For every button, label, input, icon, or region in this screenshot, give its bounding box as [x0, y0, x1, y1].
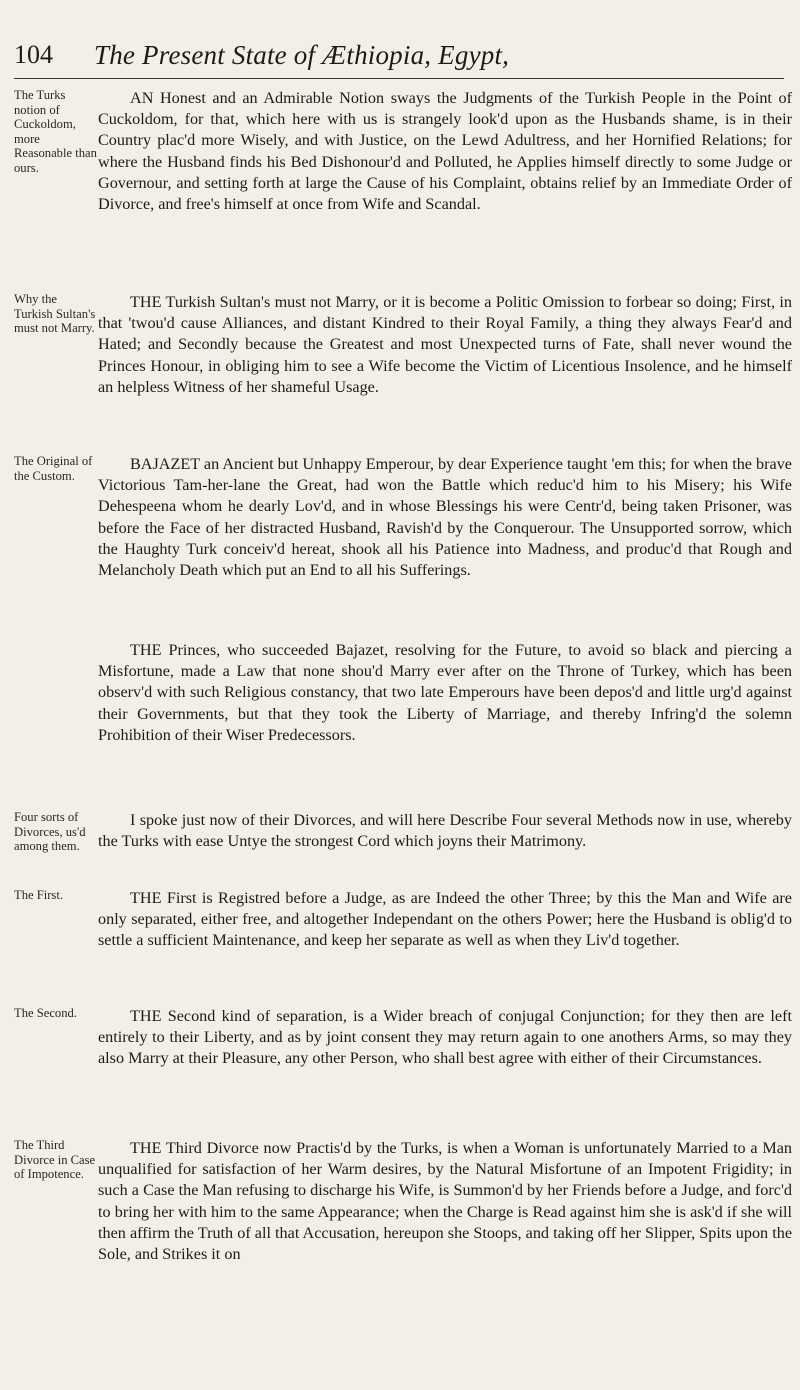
paragraph-text: THE First is Registred before a Judge, as are Indeed the other Three; by this the Man and Wife are only separated, either free, and altogether Independant on the others Power; here the Husband is oblig'd to settle a sufficient Maintenance, and keep her separate as well as when they Liv'd together.	[98, 889, 792, 950]
margin-note: Four sorts of Divorces, us'd among them.	[14, 810, 86, 853]
margin-note: Why the Turkish Sultan's must not Marry.	[14, 292, 96, 335]
margin-note: The Original of the Custom.	[14, 454, 93, 483]
page-header	[14, 38, 784, 79]
paragraph-text: THE Turkish Sultan's must not Marry, or it is become a Politic Omission to forbear so doing; First, in that 'twou'd cause Alliances, and distant Kindred to their Royal Family, a thing they always Fear'd and Hated; and Secondly because the Greatest and most Unexpected turns of Fate, shall never wound the Princes Honour, in obliging him to see a Wife become the Victim of Licentious Insolence, and he himself an helpless Witness of her shameful Usage.	[98, 293, 792, 396]
page-number: 104	[14, 40, 53, 69]
margin-note: The Turks notion of Cuckoldom, more Reasonable than ours.	[14, 88, 97, 175]
paragraph-text: THE Princes, who succeeded Bajazet, resolving for the Future, to avoid so black and piercing a Misfortune, made a Law that none shou'd Marry ever after on the Throne of Turkey, which has been observ'd with such Religious constancy, that two late Emperours have been depos'd and little urg'd against their Governments, but that they took the Liberty of Marriage, and thereby Infring'd the solemn Prohibition of their Wiser Predecessors.	[98, 641, 792, 744]
paragraph-text: THE Third Divorce now Practis'd by the Turks, is when a Woman is unfortunately Married to a Man unqualified for satisfaction of her Warm desires, by the Natural Misfortune of an Impotent Frigidity; in such a Case the Man refusing to discharge his Wife, is Summon'd by her Friends before a Judge, and forc'd to bring her with him to the same Appearance; when the Charge is Read against him she is ask'd if she will then affirm the Truth of all that Accusation, hereupon she Stoops, and taking off her Slipper, Spits upon the Sole, and Strikes it on	[98, 1139, 792, 1264]
paragraph-text: AN Honest and an Admirable Notion sways the Judgments of the Turkish People in the Point of Cuckoldom, for that, which here with us is strangely look'd upon as the Husbands shame, is in their Country plac'd more Wisely, and with Justice, on the Lewd Adultress, and her Hornified Relations; for where the Husband finds his Bed Dishonour'd and Polluted, he Applies himself directly to some Judge or Governour, and setting forth at large the Cause of his Complaint, obtains relief by an Immediate Order of Divorce, and free's himself at once from Wife and Scandal.	[98, 89, 792, 214]
margin-note: The Second.	[14, 1006, 77, 1020]
paragraph-text: BAJAZET an Ancient but Unhappy Emperour, by dear Experience taught 'em this; for when the brave Victorious Tam-her-lane the Great, had won the Battle which reduc'd him to his Misery; his Wife Dehespeena whom he dearly Lov'd, and in whose Blessings his were Centr'd, being taken Prisoner, was before the Face of her distracted Husband, Ravish'd by the Conquerour. The Unsupported sorrow, which the Haughty Turk conceiv'd hereat, shook all his Patience into Madness, and produc'd that Rough and Melancholy Death which put an End to all his Sufferings.	[98, 455, 792, 580]
running-title: The Present State of Æthiopia, Egypt,	[94, 40, 510, 70]
margin-note: The First.	[14, 888, 63, 902]
paragraph-text: I spoke just now of their Divorces, and will here Describe Four several Methods now in use, whereby the Turks with ease Untye the strongest Cord which joyns their Matrimony.	[98, 811, 792, 851]
paragraph-text: THE Second kind of separation, is a Wider breach of conjugal Conjunction; for they then are left entirely to their Liberty, and as by joint consent they may return again to one anothers Arms, so may they also Marry at their Pleasure, any other Person, who shall best agree with either of their Circumstances.	[98, 1007, 792, 1068]
margin-note: The Third Divorce in Case of Impotence.	[14, 1138, 96, 1181]
